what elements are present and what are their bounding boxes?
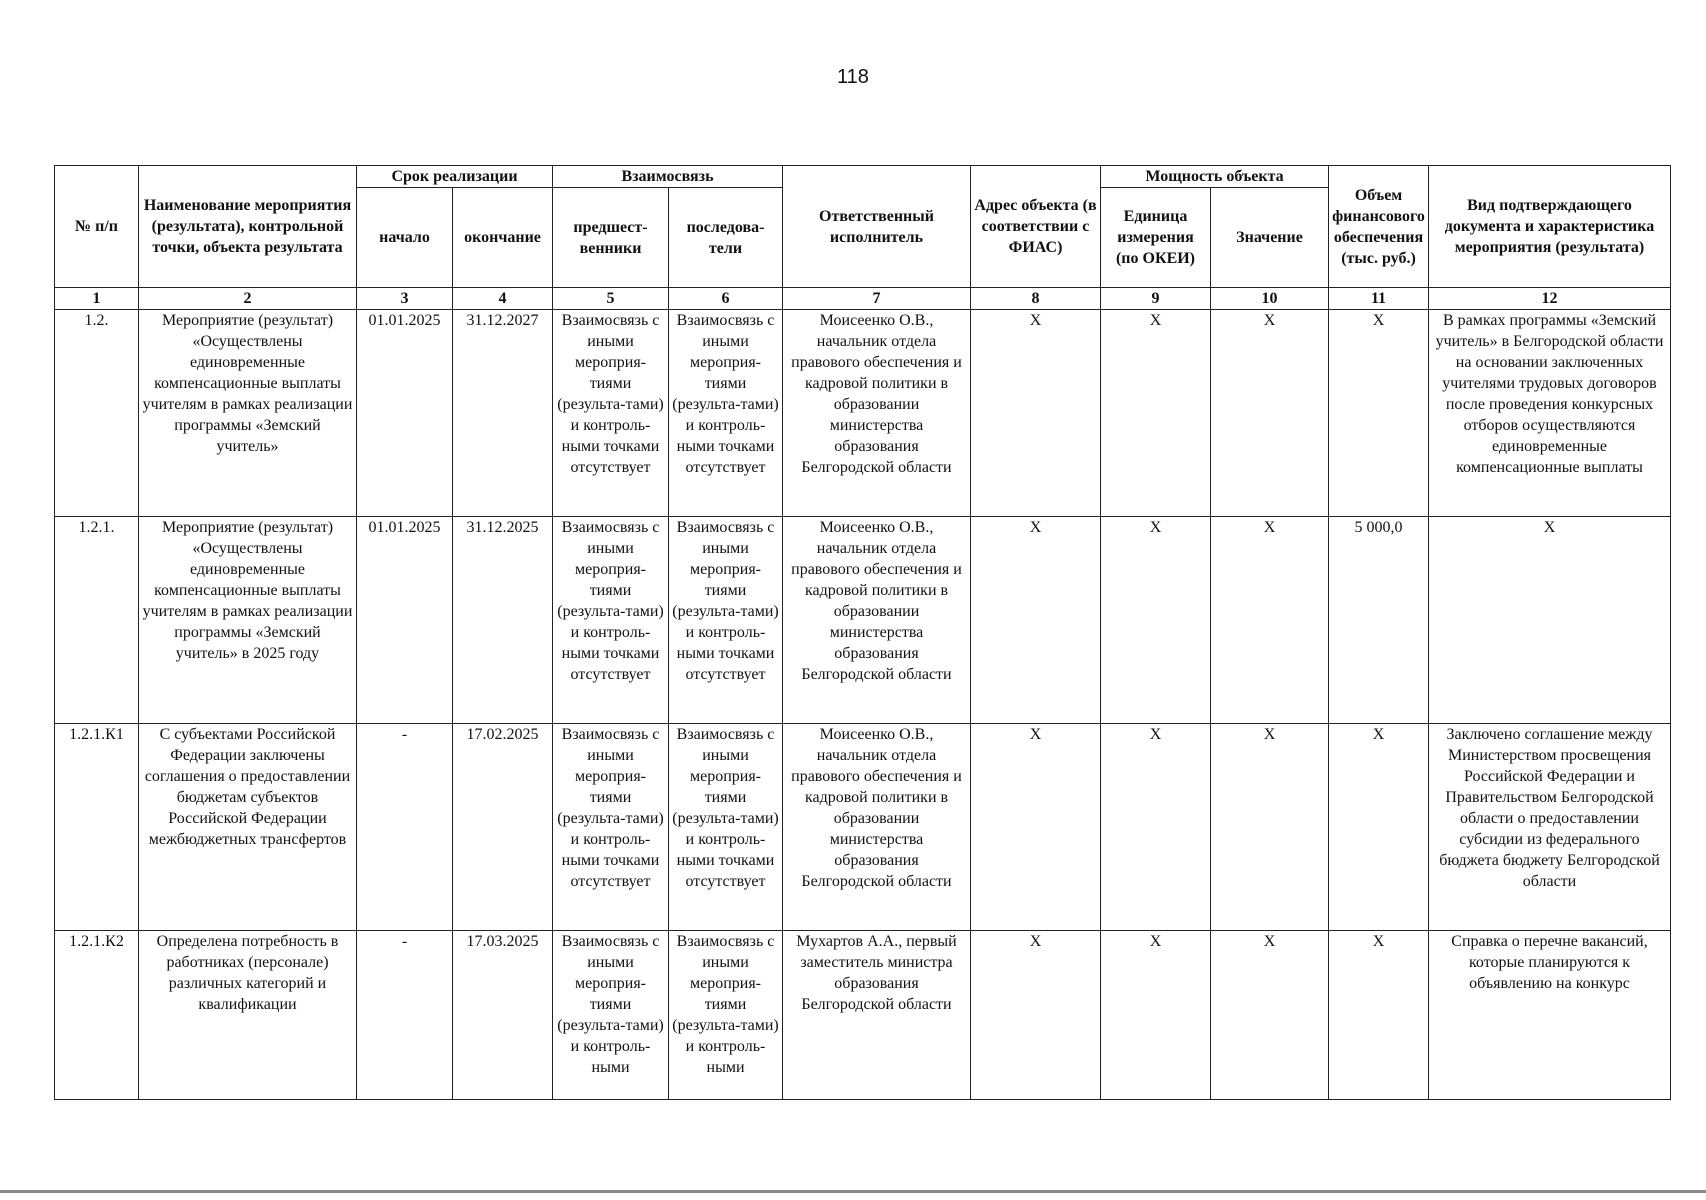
col-header-address: Адрес объекта (в соответствии с ФИАС) <box>971 166 1101 288</box>
column-number: 11 <box>1329 288 1429 310</box>
table-row <box>55 517 1671 724</box>
row-prev: Взаимосвязь с иными мероприя-тиями (результа-тами) и контроль-ными точками отсутствует <box>553 517 669 724</box>
row-doc: Заключено соглашение между Министерством просвещения Российской Федерации и Правительством Белгородской области о предоставлении субсидии из федерального бюджета бюджету Белгородской области <box>1429 724 1671 931</box>
row-start: 01.01.2025 <box>357 310 453 517</box>
row-value: Х <box>1211 931 1329 1100</box>
row-doc: Справка о перечне вакансий, которые планируются к объявлению на конкурс <box>1429 931 1671 1100</box>
column-number-row <box>55 288 1671 310</box>
row-unit: Х <box>1101 517 1211 724</box>
table-row <box>55 310 1671 517</box>
col-header-name: Наименование мероприятия (результата), контрольной точки, объекта результата <box>139 166 357 288</box>
column-number: 6 <box>669 288 783 310</box>
row-unit: Х <box>1101 724 1211 931</box>
row-no: 1.2.1.К2 <box>55 931 139 1100</box>
row-next: Взаимосвязь с иными мероприя-тиями (результа-тами) и контроль-ными <box>669 931 783 1100</box>
row-end: 31.12.2027 <box>453 310 553 517</box>
row-unit: Х <box>1101 310 1211 517</box>
column-number: 4 <box>453 288 553 310</box>
table-row <box>55 724 1671 931</box>
row-name: С субъектами Российской Федерации заключены соглашения о предоставлении бюджетам субъектов Российской Федерации межбюджетных трансфертов <box>139 724 357 931</box>
row-responsible: Моисеенко О.В., начальник отдела правового обеспечения и кадровой политики в образовании министерства образования Белгородской области <box>783 310 971 517</box>
col-header-period: Срок реализации <box>357 166 553 188</box>
column-number: 12 <box>1429 288 1671 310</box>
row-start: - <box>357 724 453 931</box>
row-no: 1.2.1.К1 <box>55 724 139 931</box>
page-bottom-rule <box>0 1190 1706 1193</box>
col-header-responsible: Ответственный исполнитель <box>783 166 971 288</box>
col-header-value: Значение <box>1211 188 1329 288</box>
row-doc: В рамках программы «Земский учитель» в Белгородской области на основании заключенных учителями трудовых договоров после проведения конкурсных отборов осуществляются единовременные компенсационные выплаты <box>1429 310 1671 517</box>
row-finance: Х <box>1329 724 1429 931</box>
row-no: 1.2.1. <box>55 517 139 724</box>
row-next: Взаимосвязь с иными мероприя-тиями (результа-тами) и контроль-ными точками отсутствует <box>669 310 783 517</box>
table-row <box>55 931 1671 1100</box>
column-number: 1 <box>55 288 139 310</box>
column-number: 10 <box>1211 288 1329 310</box>
row-value: Х <box>1211 517 1329 724</box>
row-start: 01.01.2025 <box>357 517 453 724</box>
row-end: 17.03.2025 <box>453 931 553 1100</box>
column-number: 5 <box>553 288 669 310</box>
row-start: - <box>357 931 453 1100</box>
row-prev: Взаимосвязь с иными мероприя-тиями (результа-тами) и контроль-ными точками отсутствует <box>553 310 669 517</box>
row-prev: Взаимосвязь с иными мероприя-тиями (результа-тами) и контроль-ными точками отсутствует <box>553 724 669 931</box>
column-number: 3 <box>357 288 453 310</box>
row-finance: Х <box>1329 310 1429 517</box>
row-doc: Х <box>1429 517 1671 724</box>
row-name: Определена потребность в работниках (персонале) различных категорий и квалификации <box>139 931 357 1100</box>
row-next: Взаимосвязь с иными мероприя-тиями (результа-тами) и контроль-ными точками отсутствует <box>669 517 783 724</box>
row-address: Х <box>971 724 1101 931</box>
col-header-doc: Вид подтверждающего документа и характеристика мероприятия (результата) <box>1429 166 1671 288</box>
row-value: Х <box>1211 310 1329 517</box>
column-number: 2 <box>139 288 357 310</box>
row-end: 31.12.2025 <box>453 517 553 724</box>
header-row-top <box>55 166 1671 188</box>
col-header-no: № п/п <box>55 166 139 288</box>
row-end: 17.02.2025 <box>453 724 553 931</box>
row-name: Мероприятие (результат) «Осуществлены единовременные компенсационные выплаты учителям в рамках реализации программы «Земский учитель» <box>139 310 357 517</box>
col-header-unit: Единица измерения (по ОКЕИ) <box>1101 188 1211 288</box>
row-prev: Взаимосвязь с иными мероприя-тиями (результа-тами) и контроль-ными <box>553 931 669 1100</box>
page-number: 118 <box>837 66 869 88</box>
row-unit: Х <box>1101 931 1211 1100</box>
col-header-start: начало <box>357 188 453 288</box>
column-number: 9 <box>1101 288 1211 310</box>
row-no: 1.2. <box>55 310 139 517</box>
row-responsible: Мухартов А.А., первый заместитель министра образования Белгородской области <box>783 931 971 1100</box>
row-value: Х <box>1211 724 1329 931</box>
row-next: Взаимосвязь с иными мероприя-тиями (результа-тами) и контроль-ными точками отсутствует <box>669 724 783 931</box>
row-finance: Х <box>1329 931 1429 1100</box>
row-name: Мероприятие (результат) «Осуществлены единовременные компенсационные выплаты учителям в рамках реализации программы «Земский учитель» в 2025 году <box>139 517 357 724</box>
col-header-next: последова-тели <box>669 188 783 288</box>
row-address: Х <box>971 931 1101 1100</box>
col-header-end: окончание <box>453 188 553 288</box>
col-header-capacity: Мощность объекта <box>1101 166 1329 188</box>
row-finance: 5 000,0 <box>1329 517 1429 724</box>
column-number: 7 <box>783 288 971 310</box>
row-address: Х <box>971 310 1101 517</box>
row-responsible: Моисеенко О.В., начальник отдела правового обеспечения и кадровой политики в образовании министерства образования Белгородской области <box>783 724 971 931</box>
col-header-prev: предшест-венники <box>553 188 669 288</box>
column-number: 8 <box>971 288 1101 310</box>
col-header-link: Взаимосвязь <box>553 166 783 188</box>
col-header-finance: Объем финансового обеспечения (тыс. руб.) <box>1329 166 1429 288</box>
events-table <box>54 165 1671 1100</box>
row-address: Х <box>971 517 1101 724</box>
row-responsible: Моисеенко О.В., начальник отдела правового обеспечения и кадровой политики в образовании министерства образования Белгородской области <box>783 517 971 724</box>
